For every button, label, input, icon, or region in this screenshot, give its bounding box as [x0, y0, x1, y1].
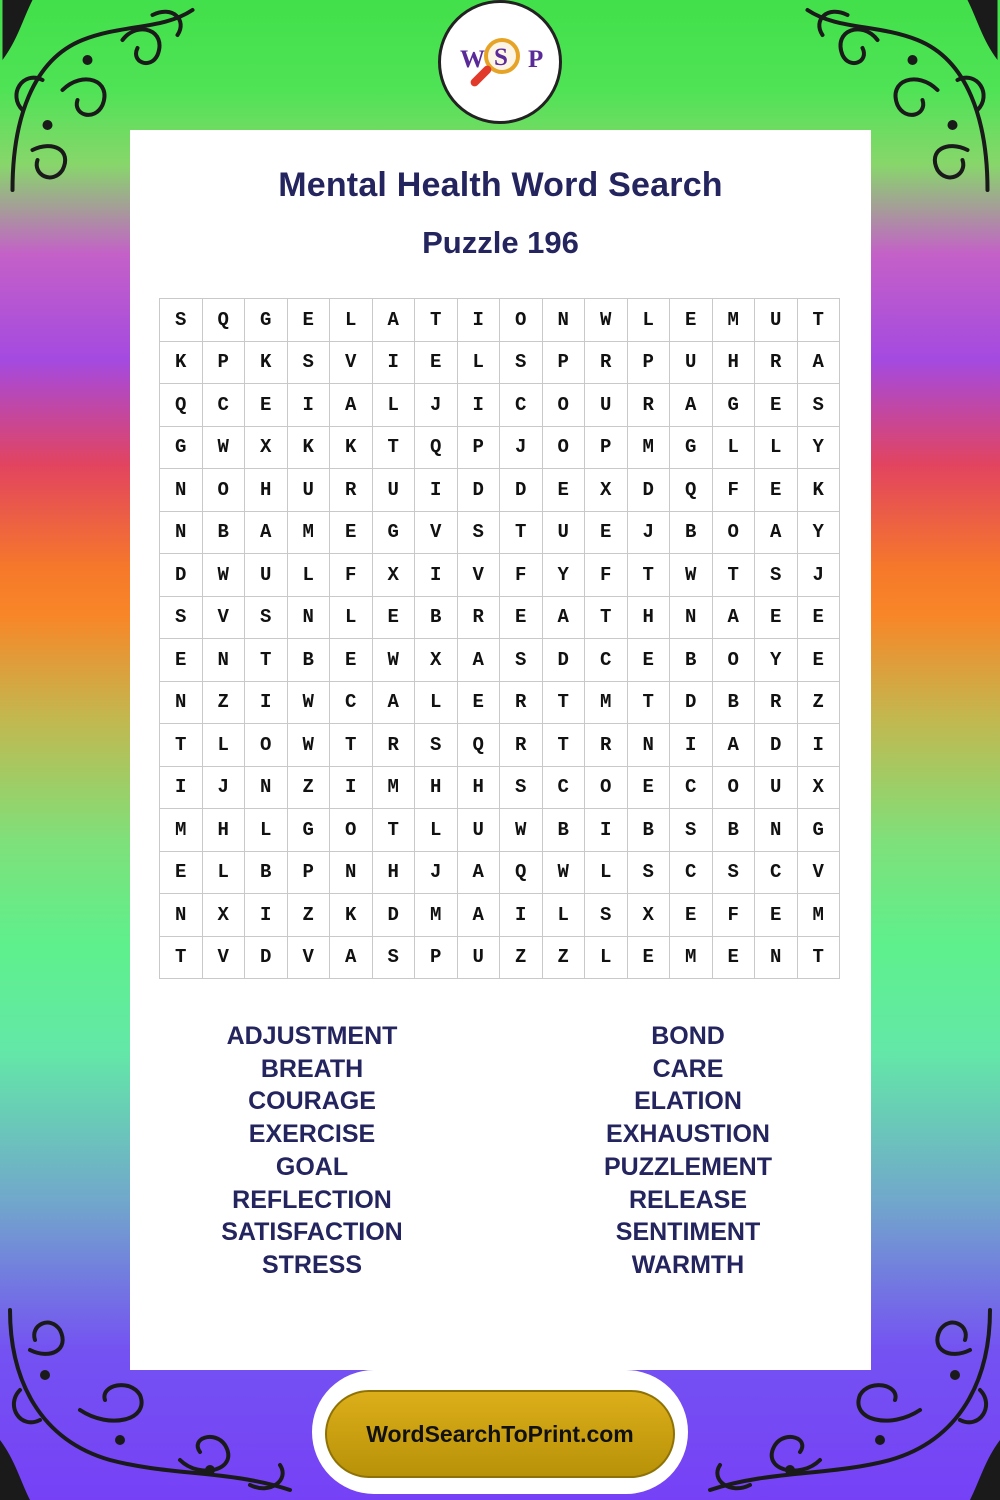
grid-cell[interactable]: R: [500, 724, 543, 767]
grid-cell[interactable]: T: [373, 809, 416, 852]
grid-cell[interactable]: U: [670, 342, 713, 385]
grid-cell[interactable]: L: [373, 384, 416, 427]
grid-cell[interactable]: D: [628, 469, 671, 512]
grid-cell[interactable]: N: [670, 597, 713, 640]
grid-cell[interactable]: A: [798, 342, 841, 385]
grid-cell[interactable]: C: [543, 767, 586, 810]
grid-cell[interactable]: W: [288, 682, 331, 725]
grid-cell[interactable]: M: [288, 512, 331, 555]
grid-cell[interactable]: O: [543, 427, 586, 470]
grid-cell[interactable]: Q: [670, 469, 713, 512]
grid-cell[interactable]: A: [373, 682, 416, 725]
grid-cell[interactable]: P: [585, 427, 628, 470]
grid-cell[interactable]: D: [458, 469, 501, 512]
grid-cell[interactable]: L: [245, 809, 288, 852]
grid-cell[interactable]: S: [458, 512, 501, 555]
grid-cell[interactable]: U: [458, 937, 501, 980]
grid-cell[interactable]: T: [628, 682, 671, 725]
grid-cell[interactable]: X: [373, 554, 416, 597]
grid-cell[interactable]: O: [245, 724, 288, 767]
grid-cell[interactable]: E: [628, 639, 671, 682]
grid-cell[interactable]: R: [500, 682, 543, 725]
grid-cell[interactable]: X: [798, 767, 841, 810]
grid-cell[interactable]: L: [628, 299, 671, 342]
grid-cell[interactable]: H: [713, 342, 756, 385]
word-list-right: [558, 1020, 818, 1282]
grid-cell[interactable]: L: [203, 724, 246, 767]
word-list-item: PUZZLEMENT: [603, 1152, 773, 1181]
grid-cell[interactable]: H: [203, 809, 246, 852]
grid-cell[interactable]: N: [203, 639, 246, 682]
grid-cell[interactable]: L: [585, 852, 628, 895]
grid-cell[interactable]: V: [415, 512, 458, 555]
grid-cell[interactable]: T: [543, 682, 586, 725]
grid-cell[interactable]: S: [670, 809, 713, 852]
grid-cell[interactable]: S: [415, 724, 458, 767]
grid-cell[interactable]: H: [245, 469, 288, 512]
puzzle-number: Puzzle 196: [422, 225, 579, 260]
grid-cell[interactable]: C: [585, 639, 628, 682]
grid-cell[interactable]: C: [670, 852, 713, 895]
grid-cell[interactable]: V: [288, 937, 331, 980]
grid-cell[interactable]: B: [288, 639, 331, 682]
grid-cell[interactable]: S: [160, 299, 203, 342]
grid-cell[interactable]: L: [543, 894, 586, 937]
grid-cell[interactable]: K: [798, 469, 841, 512]
grid-cell[interactable]: V: [330, 342, 373, 385]
grid-cell[interactable]: B: [203, 512, 246, 555]
grid-cell[interactable]: Y: [798, 512, 841, 555]
grid-cell[interactable]: E: [458, 682, 501, 725]
grid-cell[interactable]: O: [585, 767, 628, 810]
grid-cell[interactable]: M: [160, 809, 203, 852]
grid-cell[interactable]: E: [330, 639, 373, 682]
grid-cell[interactable]: W: [373, 639, 416, 682]
grid-cell[interactable]: D: [160, 554, 203, 597]
grid-cell[interactable]: B: [670, 639, 713, 682]
grid-cell[interactable]: O: [713, 639, 756, 682]
grid-cell[interactable]: Y: [543, 554, 586, 597]
grid-cell[interactable]: N: [628, 724, 671, 767]
grid-cell[interactable]: E: [288, 299, 331, 342]
grid-cell[interactable]: U: [245, 554, 288, 597]
grid-cell[interactable]: P: [203, 342, 246, 385]
grid-cell[interactable]: L: [755, 427, 798, 470]
word-list-item: WARMTH: [631, 1250, 745, 1279]
grid-cell[interactable]: D: [543, 639, 586, 682]
grid-cell[interactable]: V: [798, 852, 841, 895]
word-list-item: COURAGE: [248, 1087, 376, 1116]
word-list-item: EXERCISE: [248, 1120, 376, 1149]
word-list-item: ADJUSTMENT: [226, 1022, 398, 1050]
grid-cell[interactable]: O: [713, 512, 756, 555]
grid-cell[interactable]: S: [585, 894, 628, 937]
grid-cell[interactable]: I: [415, 554, 458, 597]
grid-cell[interactable]: P: [288, 852, 331, 895]
logo-letter-p: P: [528, 46, 544, 73]
grid-cell[interactable]: C: [203, 384, 246, 427]
grid-cell[interactable]: M: [798, 894, 841, 937]
grid-cell[interactable]: W: [203, 427, 246, 470]
grid-cell[interactable]: E: [160, 639, 203, 682]
grid-cell[interactable]: T: [245, 639, 288, 682]
grid-cell[interactable]: M: [373, 767, 416, 810]
grid-cell[interactable]: L: [415, 682, 458, 725]
grid-cell[interactable]: R: [330, 469, 373, 512]
grid-cell[interactable]: S: [798, 384, 841, 427]
grid-cell[interactable]: W: [585, 299, 628, 342]
grid-cell[interactable]: L: [330, 597, 373, 640]
grid-cell[interactable]: X: [245, 427, 288, 470]
grid-cell[interactable]: X: [585, 469, 628, 512]
grid-cell[interactable]: Y: [755, 639, 798, 682]
grid-cell[interactable]: F: [330, 554, 373, 597]
grid-cell[interactable]: I: [798, 724, 841, 767]
grid-cell[interactable]: M: [713, 299, 756, 342]
grid-cell[interactable]: A: [330, 384, 373, 427]
grid-cell[interactable]: H: [628, 597, 671, 640]
grid-cell[interactable]: A: [670, 384, 713, 427]
grid-cell[interactable]: E: [628, 937, 671, 980]
grid-cell[interactable]: G: [160, 427, 203, 470]
grid-cell[interactable]: K: [330, 894, 373, 937]
grid-cell[interactable]: T: [500, 512, 543, 555]
grid-cell[interactable]: E: [160, 852, 203, 895]
grid-cell[interactable]: E: [373, 597, 416, 640]
grid-cell[interactable]: L: [713, 427, 756, 470]
grid-cell[interactable]: E: [415, 342, 458, 385]
grid-cell[interactable]: B: [628, 809, 671, 852]
grid-cell[interactable]: N: [160, 512, 203, 555]
grid-cell[interactable]: K: [160, 342, 203, 385]
grid-cell[interactable]: J: [415, 852, 458, 895]
grid-cell[interactable]: N: [245, 767, 288, 810]
grid-cell[interactable]: Y: [798, 427, 841, 470]
grid-cell[interactable]: I: [245, 682, 288, 725]
grid-cell[interactable]: V: [458, 554, 501, 597]
grid-cell[interactable]: E: [670, 894, 713, 937]
grid-cell[interactable]: E: [755, 384, 798, 427]
grid-cell[interactable]: I: [330, 767, 373, 810]
grid-cell[interactable]: U: [458, 809, 501, 852]
grid-cell[interactable]: A: [713, 724, 756, 767]
grid-cell[interactable]: S: [500, 639, 543, 682]
grid-cell[interactable]: R: [458, 597, 501, 640]
grid-cell[interactable]: X: [203, 894, 246, 937]
grid-cell[interactable]: I: [500, 894, 543, 937]
grid-cell[interactable]: J: [203, 767, 246, 810]
grid-cell[interactable]: B: [543, 809, 586, 852]
grid-cell[interactable]: I: [373, 342, 416, 385]
grid-cell[interactable]: L: [330, 299, 373, 342]
word-list-left: [182, 1020, 442, 1282]
grid-cell[interactable]: I: [415, 469, 458, 512]
word-list-item: SENTIMENT: [615, 1218, 761, 1247]
grid-cell[interactable]: S: [373, 937, 416, 980]
word-list-item: REFLECTION: [232, 1185, 392, 1214]
grid-cell[interactable]: G: [798, 809, 841, 852]
grid-cell[interactable]: M: [415, 894, 458, 937]
grid-cell[interactable]: A: [755, 512, 798, 555]
grid-cell[interactable]: B: [713, 682, 756, 725]
grid-cell[interactable]: N: [160, 682, 203, 725]
grid-cell[interactable]: E: [585, 512, 628, 555]
grid-cell[interactable]: N: [160, 894, 203, 937]
grid-cell[interactable]: L: [415, 809, 458, 852]
grid-cell[interactable]: P: [628, 342, 671, 385]
grid-cell[interactable]: O: [543, 384, 586, 427]
grid-cell[interactable]: D: [755, 724, 798, 767]
grid-cell[interactable]: D: [245, 937, 288, 980]
grid-cell[interactable]: E: [713, 937, 756, 980]
word-list-item: ELATION: [634, 1087, 742, 1116]
grid-cell[interactable]: T: [713, 554, 756, 597]
grid-cell[interactable]: L: [203, 852, 246, 895]
grid-cell[interactable]: S: [500, 342, 543, 385]
grid-cell[interactable]: T: [543, 724, 586, 767]
grid-cell[interactable]: J: [500, 427, 543, 470]
grid-cell[interactable]: O: [500, 299, 543, 342]
grid-cell[interactable]: S: [755, 554, 798, 597]
grid-cell[interactable]: E: [798, 597, 841, 640]
grid-cell[interactable]: S: [713, 852, 756, 895]
grid-cell[interactable]: I: [458, 384, 501, 427]
word-list-item: CARE: [652, 1054, 724, 1083]
grid-cell[interactable]: T: [160, 937, 203, 980]
grid-cell[interactable]: G: [373, 512, 416, 555]
grid-cell[interactable]: Q: [415, 427, 458, 470]
letter-grid: [159, 298, 840, 979]
grid-cell[interactable]: G: [713, 384, 756, 427]
grid-cell[interactable]: T: [373, 427, 416, 470]
grid-cell[interactable]: E: [670, 299, 713, 342]
word-list-item: STRESS: [261, 1250, 363, 1279]
grid-cell[interactable]: M: [585, 682, 628, 725]
grid-cell[interactable]: E: [798, 639, 841, 682]
grid-cell[interactable]: N: [755, 809, 798, 852]
logo-letter-s: S: [494, 44, 508, 71]
grid-cell[interactable]: V: [203, 597, 246, 640]
grid-cell[interactable]: A: [458, 639, 501, 682]
grid-cell[interactable]: C: [500, 384, 543, 427]
grid-cell[interactable]: K: [330, 427, 373, 470]
grid-cell[interactable]: N: [543, 299, 586, 342]
grid-cell[interactable]: U: [543, 512, 586, 555]
grid-cell[interactable]: S: [500, 767, 543, 810]
grid-cell[interactable]: L: [458, 342, 501, 385]
grid-cell[interactable]: Q: [203, 299, 246, 342]
grid-cell[interactable]: X: [415, 639, 458, 682]
grid-cell[interactable]: L: [288, 554, 331, 597]
grid-cell[interactable]: I: [458, 299, 501, 342]
grid-cell[interactable]: T: [585, 597, 628, 640]
grid-cell[interactable]: S: [160, 597, 203, 640]
grid-cell[interactable]: S: [245, 597, 288, 640]
grid-cell[interactable]: U: [288, 469, 331, 512]
grid-cell[interactable]: V: [203, 937, 246, 980]
logo-letter-w: W: [460, 46, 485, 73]
grid-cell[interactable]: B: [670, 512, 713, 555]
grid-cell[interactable]: P: [458, 427, 501, 470]
grid-cell[interactable]: R: [585, 342, 628, 385]
grid-cell[interactable]: C: [330, 682, 373, 725]
grid-cell[interactable]: T: [798, 299, 841, 342]
grid-cell[interactable]: T: [628, 554, 671, 597]
grid-cell[interactable]: C: [755, 852, 798, 895]
grid-cell[interactable]: A: [458, 852, 501, 895]
grid-cell[interactable]: O: [713, 767, 756, 810]
grid-cell[interactable]: Q: [500, 852, 543, 895]
grid-cell[interactable]: I: [670, 724, 713, 767]
grid-cell[interactable]: P: [543, 342, 586, 385]
grid-cell[interactable]: T: [415, 299, 458, 342]
grid-cell[interactable]: H: [373, 852, 416, 895]
grid-cell[interactable]: E: [500, 597, 543, 640]
grid-cell[interactable]: I: [245, 894, 288, 937]
grid-cell[interactable]: R: [628, 384, 671, 427]
grid-cell[interactable]: I: [585, 809, 628, 852]
word-list-item: BOND: [651, 1022, 725, 1050]
grid-cell[interactable]: A: [543, 597, 586, 640]
site-logo[interactable]: [438, 0, 562, 124]
grid-cell[interactable]: G: [245, 299, 288, 342]
grid-cell[interactable]: W: [203, 554, 246, 597]
grid-cell[interactable]: G: [670, 427, 713, 470]
grid-cell[interactable]: J: [798, 554, 841, 597]
grid-cell[interactable]: I: [160, 767, 203, 810]
grid-cell[interactable]: A: [373, 299, 416, 342]
grid-cell[interactable]: U: [755, 299, 798, 342]
grid-cell[interactable]: L: [585, 937, 628, 980]
grid-cell[interactable]: B: [713, 809, 756, 852]
grid-cell[interactable]: A: [245, 512, 288, 555]
grid-cell[interactable]: A: [713, 597, 756, 640]
grid-cell[interactable]: U: [373, 469, 416, 512]
page-title: Mental Health Word Search: [278, 166, 723, 204]
grid-cell[interactable]: R: [585, 724, 628, 767]
grid-cell[interactable]: K: [245, 342, 288, 385]
grid-cell[interactable]: E: [755, 894, 798, 937]
word-list-item: GOAL: [275, 1152, 349, 1181]
grid-cell[interactable]: F: [713, 894, 756, 937]
grid-cell[interactable]: W: [288, 724, 331, 767]
grid-cell[interactable]: X: [628, 894, 671, 937]
grid-cell[interactable]: A: [458, 894, 501, 937]
grid-cell[interactable]: T: [798, 937, 841, 980]
word-list-item: RELEASE: [628, 1185, 748, 1214]
grid-cell[interactable]: Z: [288, 767, 331, 810]
grid-cell[interactable]: M: [670, 937, 713, 980]
grid-cell[interactable]: R: [755, 342, 798, 385]
grid-cell[interactable]: P: [415, 937, 458, 980]
grid-cell[interactable]: E: [330, 512, 373, 555]
word-list-item: SATISFACTION: [221, 1218, 403, 1247]
grid-cell[interactable]: N: [288, 597, 331, 640]
grid-cell[interactable]: S: [288, 342, 331, 385]
grid-cell[interactable]: U: [755, 767, 798, 810]
grid-cell[interactable]: U: [585, 384, 628, 427]
grid-cell[interactable]: C: [670, 767, 713, 810]
grid-cell[interactable]: G: [288, 809, 331, 852]
grid-cell[interactable]: T: [330, 724, 373, 767]
grid-cell[interactable]: D: [670, 682, 713, 725]
grid-cell[interactable]: R: [755, 682, 798, 725]
word-list-item: EXHAUSTION: [606, 1120, 770, 1149]
grid-cell[interactable]: K: [288, 427, 331, 470]
grid-cell[interactable]: O: [330, 809, 373, 852]
grid-cell[interactable]: B: [245, 852, 288, 895]
grid-cell[interactable]: N: [755, 937, 798, 980]
word-list-item: BREATH: [260, 1054, 364, 1083]
grid-cell[interactable]: B: [415, 597, 458, 640]
grid-cell[interactable]: D: [373, 894, 416, 937]
puzzle-card: [130, 130, 871, 1370]
grid-cell[interactable]: E: [628, 767, 671, 810]
grid-cell[interactable]: Z: [500, 937, 543, 980]
grid-cell[interactable]: F: [585, 554, 628, 597]
grid-cell[interactable]: I: [288, 384, 331, 427]
grid-cell[interactable]: F: [500, 554, 543, 597]
grid-cell[interactable]: E: [245, 384, 288, 427]
grid-cell[interactable]: E: [755, 597, 798, 640]
grid-cell[interactable]: H: [415, 767, 458, 810]
grid-cell[interactable]: S: [628, 852, 671, 895]
grid-cell[interactable]: F: [713, 469, 756, 512]
grid-cell[interactable]: J: [628, 512, 671, 555]
grid-cell[interactable]: E: [755, 469, 798, 512]
grid-cell[interactable]: W: [543, 852, 586, 895]
grid-cell[interactable]: T: [160, 724, 203, 767]
grid-cell[interactable]: W: [670, 554, 713, 597]
grid-cell[interactable]: R: [373, 724, 416, 767]
grid-cell[interactable]: N: [330, 852, 373, 895]
grid-cell[interactable]: M: [628, 427, 671, 470]
grid-cell[interactable]: N: [160, 469, 203, 512]
grid-cell[interactable]: Z: [203, 682, 246, 725]
grid-cell[interactable]: J: [415, 384, 458, 427]
site-link-button[interactable]: WordSearchToPrint.com: [325, 1390, 675, 1478]
grid-cell[interactable]: A: [330, 937, 373, 980]
grid-cell[interactable]: E: [543, 469, 586, 512]
grid-cell[interactable]: O: [203, 469, 246, 512]
grid-cell[interactable]: Z: [543, 937, 586, 980]
grid-cell[interactable]: Q: [160, 384, 203, 427]
grid-cell[interactable]: D: [500, 469, 543, 512]
grid-cell[interactable]: Z: [798, 682, 841, 725]
grid-cell[interactable]: H: [458, 767, 501, 810]
grid-cell[interactable]: W: [500, 809, 543, 852]
grid-cell[interactable]: Z: [288, 894, 331, 937]
grid-cell[interactable]: Q: [458, 724, 501, 767]
